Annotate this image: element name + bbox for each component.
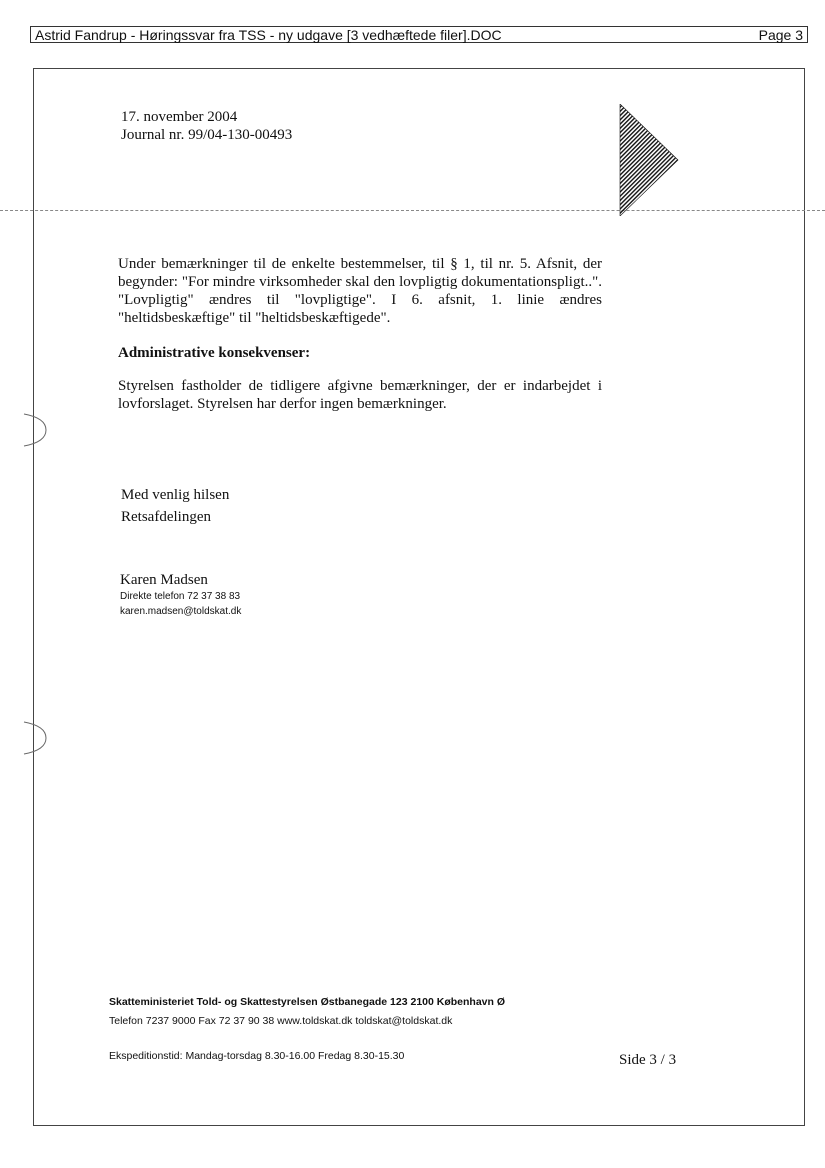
striped-triangle-logo-icon (618, 104, 680, 216)
closing-greeting: Med venlig hilsen (121, 487, 230, 503)
footer-office-hours: Ekspeditionstid: Mandag-torsdag 8.30-16.00 Fredag 8.30-15.30 (109, 1050, 405, 1062)
signer-phone: Direkte telefon 72 37 38 83 (120, 591, 241, 602)
footer-organization: Skatteministeriet Told- og Skattestyrelsen Østbanegade 123 2100 København Ø (109, 996, 506, 1008)
body-paragraph-consequences: Styrelsen fastholder de tidligere afgivne bemærkninger, der er indarbejdet i lovforslaget. Styrelsen har derfor ingen bemærkninger. (118, 378, 602, 412)
document-title: Astrid Fandrup - Høringssvar fra TSS - ny udgave [3 vedhæftede filer].DOC (35, 27, 502, 43)
section-heading: Administrative konsekvenser: (118, 345, 311, 361)
footer-contact: Telefon 7237 9000 Fax 72 37 90 38 www.toldskat.dk toldskat@toldskat.dk (109, 1015, 453, 1027)
page-indicator: Page 3 (758, 27, 803, 43)
body-paragraph-remarks: Under bemærkninger til de enkelte bestemmelser, til § 1, til nr. 5. Afsnit, der begynder: "For mindre virksomheder skal den lovpligtig dokumentationspligt..". "Lovpligtig" ændres til "lovpligtige". I 6. afsnit, 1. linie ændres "heltidsbeskæftige" til "heltidsbeskæftigede". (118, 256, 602, 326)
punch-hole-icon (22, 412, 48, 448)
journal-number: Journal nr. 99/04-130-00493 (121, 127, 293, 143)
sender-department: Retsafdelingen (121, 509, 211, 525)
punch-hole-icon (22, 720, 48, 756)
page-number: Side 3 / 3 (619, 1052, 677, 1068)
signer-email: karen.madsen@toldskat.dk (120, 606, 242, 617)
signer-name: Karen Madsen (120, 572, 208, 588)
scan-artifact-line (0, 210, 825, 211)
document-title-bar (30, 26, 808, 43)
letter-date: 17. november 2004 (121, 109, 238, 125)
